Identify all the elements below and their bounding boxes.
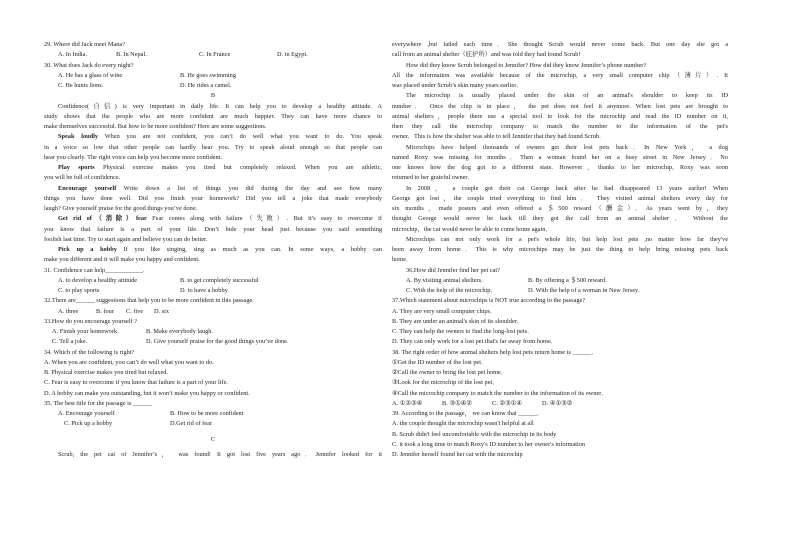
passage-c-line: George got lost，the couple tried everything to find him． They visited animal shelters every day for <box>392 194 728 202</box>
q36-option-c: C. With the help of the microchip． <box>406 287 497 294</box>
passage-b-line: make you different and it will make you happy and confident. <box>44 256 200 264</box>
passage-b-line <box>44 245 382 255</box>
q36-stem: 36.How did Jennifer find her pet cat? <box>406 266 500 274</box>
q32-option-b: B. four <box>96 307 114 315</box>
passage-c-line: home． <box>392 256 413 264</box>
tip-text: Fear comes along with failure（失败）. But it’s easy to overcome if <box>146 215 382 223</box>
tip-text: When you are not confident, you can’t do well what you want to do. You speak <box>98 133 382 141</box>
passage-c-line: In 2008， a couple got their cat George back after he had disappeared 13 years earlier! When <box>406 184 728 192</box>
passage-b-line <box>44 163 382 173</box>
q38-step: ②Call the owner to bring the lost pet home． <box>392 369 508 376</box>
q29-option-b: B. In Nepal. <box>116 51 147 59</box>
passage-c-line: How did they know Scrub belonged to Jennifer? How did they know Jennifer’s phone number? <box>406 61 647 69</box>
q31-option-b: B. to get completely successful <box>180 276 259 284</box>
q30-option-b: B. He goes swimming <box>180 71 236 79</box>
tip-text: If you like singing, sing as much as you can. In some ways, a hobby can <box>116 246 382 253</box>
q36-options-ab <box>392 276 728 286</box>
q33-option-d: D. Give yourself praise for the good things you’ve done. <box>146 338 289 346</box>
q35-option-a: A. Encourage yourself <box>58 410 115 417</box>
q30-options-ab <box>44 71 382 81</box>
q34-option-d: D. A hobby can make you outstanding, but it won’t make you happy or confident. <box>44 389 250 397</box>
q38-step: ①Get the ID number of the lost pet． <box>392 358 488 366</box>
q35-option-c: C. Pick up a hobby <box>64 420 113 428</box>
right-column <box>392 40 728 460</box>
q39-option-c: C. it took a long time to match Roxy's ID number to her owner's information <box>392 440 586 448</box>
q29-option-a: A. In India. <box>58 51 88 59</box>
q31-option-d: D. to have a hobby <box>180 287 228 294</box>
left-column <box>44 40 382 460</box>
section-b-heading: B <box>210 92 216 100</box>
passage-b-line: in a voice so low that other people can hardly hear you. Try to speak aloud enough so that people can <box>44 143 382 151</box>
q29-option-c: C. In France <box>199 51 231 59</box>
passage-b-line <box>44 184 382 194</box>
q37-option-a: A. They are very small computer chips． <box>392 307 497 315</box>
tip-text: Physical exercise makes you tired but completely relaxed. When you are athletic, <box>94 164 382 171</box>
q33-options-ab <box>44 327 382 337</box>
q38-step: ③Look for the microchip of the lost pet． <box>392 379 499 387</box>
passage-b-line: Confidence(自信) is very important in daily life. It can help you to develop a healthy attitude. A <box>58 102 382 110</box>
q38-stem: 38. The right order of how animal shelters help lost pets return home is ______． <box>392 348 598 356</box>
passage-c-line: animal shelters，people there use a special tool to look for the microchip and read the ID number on it, <box>392 112 728 120</box>
q35-stem: 35. The best title for the passage is ______ <box>44 399 152 407</box>
passage-c-line: Microchips can not only work for a pet's whole life, but help lost pets ,no matter how far they've <box>406 235 728 243</box>
passage-c-line: was placed under Scrub’s skin many years earlier． <box>392 82 523 89</box>
q39-option-d: D. Jennifer herself found her cat with the microchip <box>392 451 523 458</box>
q34-option-a: A. When you are confident, you can’t do well what you want to do. <box>44 358 214 366</box>
q36-option-a: A. By visiting animal shelters． <box>406 276 488 284</box>
q29-stem: 29. Where did Jack meet Mana? <box>44 41 126 48</box>
tip-heading-play-sports: Play sports <box>58 164 95 171</box>
passage-c-line: six months，made posters and even offered a ＄500 reward（酬金）．As years went by，they <box>392 205 728 212</box>
section-c-heading: C <box>210 435 216 443</box>
q39-option-b: B. Scrub didn't feel uncomfortable with the microchip in its body <box>392 430 557 438</box>
q33-options-cd <box>44 337 382 347</box>
passage-c-line: been away from home．This is why microchips may be just the thing to help bring missing pets back <box>392 246 728 253</box>
passage-c-line: thought George would never be back till they got the call from an animal shelter． Without the <box>392 215 728 223</box>
q38-option-d: D. ④①③② <box>542 399 573 407</box>
q30-options-cd <box>44 81 382 91</box>
q36-options-cd <box>392 286 728 296</box>
passage-c-line: everywhere ,but failed each time．She thought Scrub would never come back. But one day she got a <box>392 41 728 48</box>
q33-option-a: A. Finish your homework. <box>52 328 119 335</box>
passage-c-line: call from an animal shelter（庇护所）and was told they had found Scrub! <box>392 51 581 59</box>
q33-stem: 33.How do you encourage yourself ? <box>44 317 138 325</box>
q34-option-c: C. Fear is easy to overcome if you know that failure is a part of your life. <box>44 379 228 387</box>
q37-option-d: D. They can only work for a lost pet that's far away from home． <box>392 338 558 346</box>
q32-option-c: C. five <box>126 307 144 315</box>
tip-text: Write down a list of things you did during the day and see how many <box>116 184 382 192</box>
q38-option-a: A. ①②③④ <box>392 399 423 407</box>
passage-c-line: then they call the microchip company to match the number to the information of the pet's <box>392 123 728 130</box>
q34-stem: 34. Which of the following is right? <box>44 348 135 356</box>
q36-option-b: B. By offering a ＄500 reward． <box>528 276 612 284</box>
passage-c-line: All the information was available because of the microchip, a very small computer chip（薄片）. It <box>392 71 728 79</box>
q36-option-d: D. With the help of a woman in New Jersey． <box>528 287 645 294</box>
passage-c-line: named Roxy was missing for months．Then a woman found her on a busy street in New Jersey．No <box>392 153 728 161</box>
passage-b-line: you know that failure is a part of your life. Don’t hide your head just because you said something <box>44 225 382 233</box>
q39-option-a: A. the couple thought the microchip wasn't helpful at all <box>392 420 534 428</box>
q33-option-b: B. Make everybody laugh. <box>146 328 213 335</box>
q32-stem: 32.There are______ suggestions that help you to be more confident in this passage. <box>44 297 254 305</box>
q31-option-a: A. to develop a healthy attitude <box>58 276 138 284</box>
passage-b-line <box>44 132 382 142</box>
q35-options-ab <box>44 409 382 419</box>
passage-c-line: The microchip is usually placed under the skin of an animal's shoulder to keep its ID <box>406 92 728 100</box>
passage-b-line: hear you clearly. The right voice can help you become more confident. <box>44 153 222 161</box>
passage-b-line: study shows that the people who are more confident are much happier. They can have more chance to <box>44 112 382 120</box>
q30-option-d: D. He rides a camel. <box>180 82 232 89</box>
q29-options <box>44 50 382 60</box>
passage-c-line: returned to her grateful owner． <box>392 174 474 182</box>
passage-b-line: you will be full of confidence. <box>44 174 121 182</box>
q38-option-b: B. ③①④② <box>442 399 472 407</box>
q31-stem: 31. Confidence can help____________. <box>44 266 145 274</box>
q31-options-ab <box>44 276 382 286</box>
tip-heading-pick-up-a-hobby: Pick up a hobby <box>58 246 117 253</box>
q30-stem: 30. What does Jack do every night? <box>44 61 134 69</box>
tip-heading-encourage-yourself: Encourage yourself <box>58 184 117 192</box>
passage-c-first-line: Scrub, the pet cat of Jennifer’s， was found! It got lost five years ago．Jennifer looked for it <box>58 450 382 458</box>
passage-b-line: things you have done well. Did you finish your homework? Did you tell a joke that made everybody <box>44 194 382 202</box>
q31-options-cd <box>44 286 382 296</box>
q32-options <box>44 307 382 317</box>
passage-c-line: owner．This is how the shelter was able to tell Jennifer that they had found Scrub． <box>392 133 606 141</box>
passage-b-line <box>44 214 382 224</box>
q34-option-b: B. Physical exercise makes you tired but relaxed. <box>44 369 168 376</box>
passage-c-line: Microchips have helped thousands of owners get their lost pets back．In New York， a dog <box>406 143 728 151</box>
q38-options <box>392 399 728 409</box>
q38-option-c: C. ②③①④ <box>492 399 522 407</box>
q37-option-b: B. They are under an animal's skin of its shoulder． <box>392 317 524 325</box>
passage-b-line: laugh? Give yourself praise for the good things you’ve done. <box>44 205 198 212</box>
q38-step: ④Call the microchip company to match the number to the information of its owner． <box>392 389 608 397</box>
passage-c-line: one knows how the dog got to a different state. However，thanks to her microchip, Roxy was soon <box>392 164 728 171</box>
q35-options-cd <box>44 419 382 429</box>
passage-b-line: foolish last time. Try to start again and believe you can do better. <box>44 235 208 243</box>
q39-stem: 39. According to the passage， we can know that ______． <box>392 410 544 417</box>
q37-option-c: C. They can help the owners to find the long-lost pets． <box>392 328 534 335</box>
q35-option-b: B. How to be more confident <box>170 410 244 417</box>
tip-heading-speak-loudly: Speak loudly <box>58 133 99 141</box>
q33-option-c: C. Tell a joke. <box>52 338 88 346</box>
passage-c-line: microchip，the cat would never be able to come home again． <box>392 225 552 233</box>
q30-option-a: A. He has a glass of wine <box>58 71 123 79</box>
tip-heading-get-rid-of-fear: Get rid of（消除）fear <box>58 215 147 223</box>
q29-option-d: D. in Egypt. <box>277 51 308 59</box>
q32-option-a: A. three <box>58 307 79 315</box>
q35-option-d: D.Get rid of fear <box>170 420 212 428</box>
q31-option-c: C. to play sports <box>58 287 100 294</box>
q37-stem: 37.Which statement about microchips is NOT true according to the passage? <box>392 297 586 305</box>
passage-b-line: make themselves successful. But how to be more confident? Here are some suggestions. <box>44 123 267 130</box>
passage-c-line: number． Once the chip is in place， the pet does not feel it anymore. When lost pets are brought to <box>392 102 728 110</box>
q32-option-d: D. six <box>154 307 170 315</box>
q30-option-c: C. He hunts lions. <box>58 82 104 89</box>
